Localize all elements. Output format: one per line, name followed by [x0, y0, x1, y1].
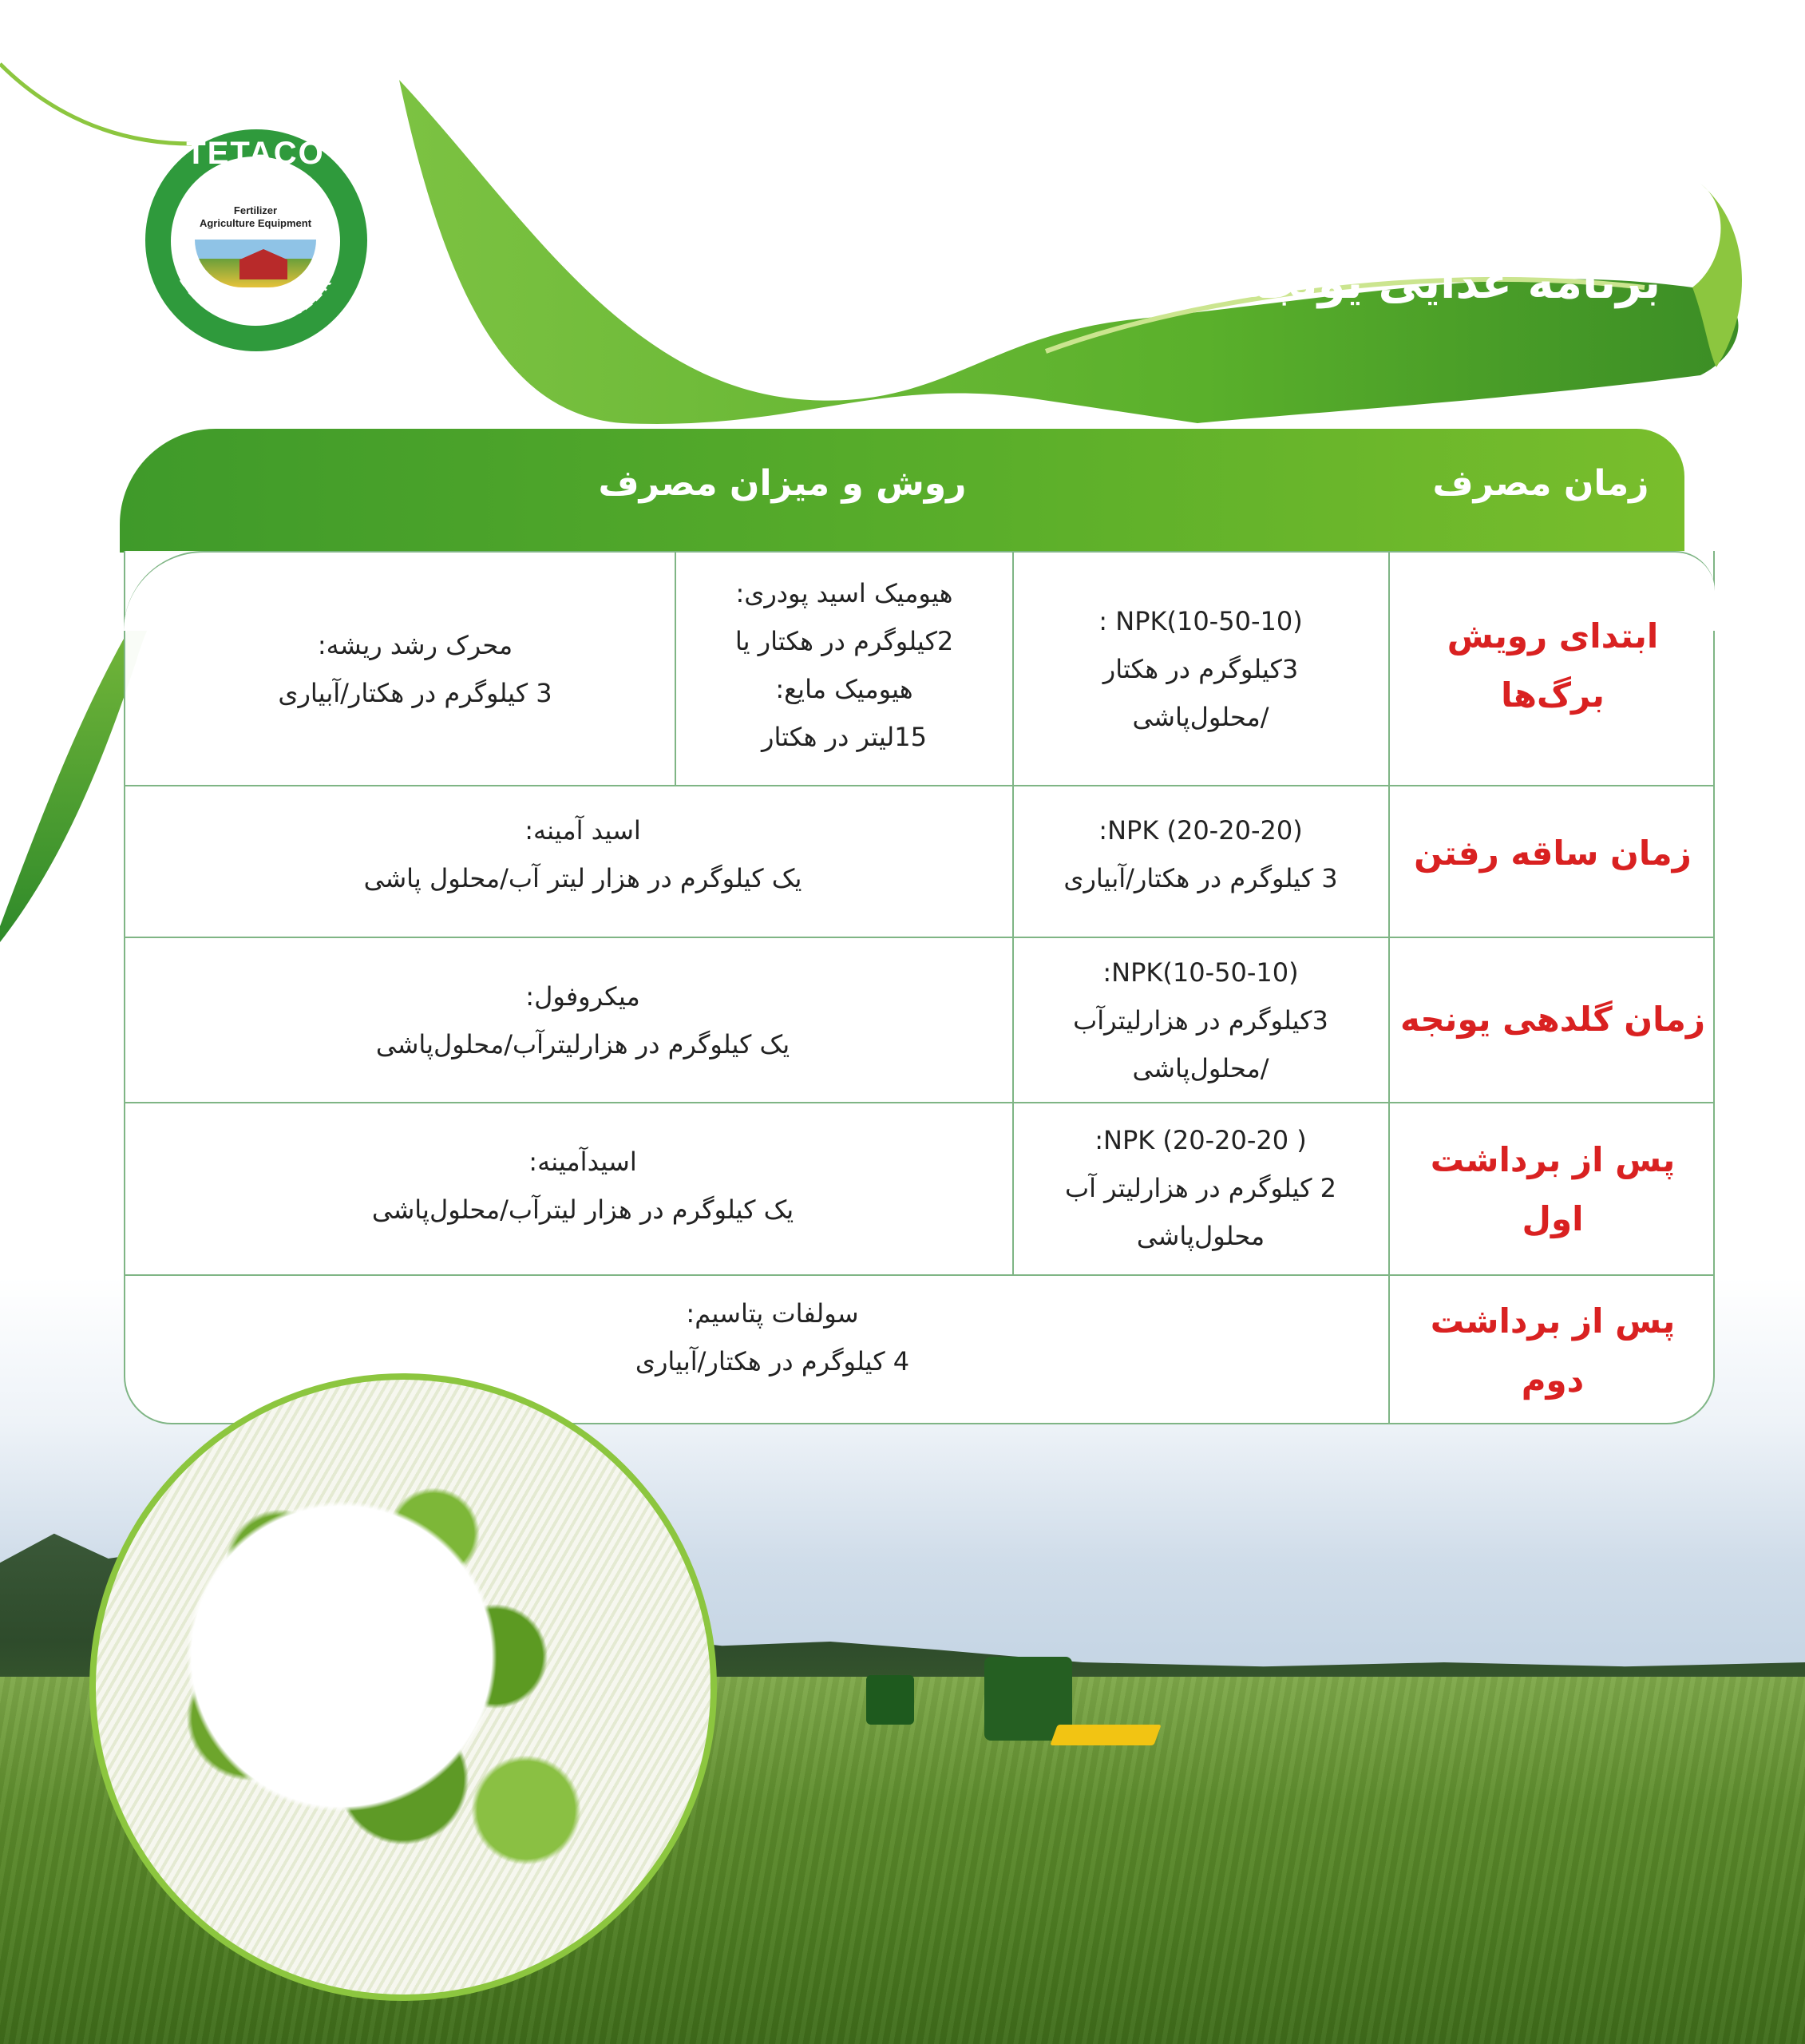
- npk-cell-row2: NPK (20-20-20): 3 کیلوگرم در هکتار/آبیاری: [1063, 815, 1338, 893]
- root-stimulant-cell-row1: محرک رشد ریشه: 3 کیلوگرم در هکتار/آبیاری: [278, 630, 552, 708]
- potassium-sulfate-cell-row5: سولفات پتاسیم: 4 کیلوگرم در هکتار/آبیاری: [635, 1298, 910, 1377]
- svg-text:BEST FERTILIZER: BEST FERTILIZER: [176, 272, 337, 330]
- npk-cell-row1: NPK(10-50-10) : 3کیلوگرم در هکتار /محلول‌پاشی: [1098, 606, 1303, 732]
- amino-acid-cell-row4: اسیدآمینه: یک کیلوگرم در هزار لیترآب/محلول‌پاشی: [371, 1147, 794, 1225]
- time-cell-row3: زمان گلدهی یونجه: [1399, 1000, 1706, 1039]
- logo-brand-text: TETACO: [186, 136, 325, 171]
- mower-image: [1050, 1725, 1161, 1745]
- column-divider: [1388, 551, 1390, 1424]
- alfalfa-sprouts-photo: [89, 1373, 717, 2001]
- header-application-time: زمان مصرف: [1432, 463, 1649, 504]
- page-title: برنامه غذایی یونجه: [1241, 257, 1661, 309]
- time-cell-row4: پس از برداشت اول: [1430, 1140, 1676, 1238]
- npk-cell-row3: NPK(10-50-10): 3کیلوگرم در هزارلیترآب /محلول‌پاشی: [1073, 957, 1328, 1083]
- column-divider: [1012, 551, 1014, 1274]
- humic-cell-row1: هیومیک اسید پودری: 2کیلوگرم در هکتار یا هیومیک مایع: 15لیتر در هکتار: [734, 578, 954, 752]
- row-divider: [124, 1102, 1715, 1103]
- microfol-cell-row3: میکروفول: یک کیلوگرم در هزارلیترآب/محلول‌پاشی: [375, 981, 790, 1060]
- time-cell-row2: زمان ساقه رفتن: [1414, 834, 1692, 873]
- logo-subtitle-line1: Fertilizer: [233, 204, 278, 216]
- tractor-image: [866, 1675, 914, 1725]
- time-cell-row1: ابتدای رویش برگ‌ها: [1447, 616, 1659, 715]
- column-divider: [675, 551, 676, 785]
- time-cell-row5: پس از برداشت دوم: [1430, 1301, 1676, 1400]
- row-divider: [124, 1274, 1715, 1276]
- amino-acid-cell-row2: اسید آمینه: یک کیلوگرم در هزار لیتر آب/محلول پاشی: [363, 815, 802, 893]
- header-method-and-dose: روش و میزان مصرف: [598, 463, 967, 504]
- logo-ring-text: [145, 129, 367, 351]
- logo-subtitle-line2: Agriculture Equipment: [199, 217, 312, 229]
- npk-cell-row4: NPK (20-20-20 ): 2 کیلوگرم در هزارلیتر آب محلول‌پاشی: [1064, 1125, 1337, 1251]
- row-divider: [124, 937, 1715, 938]
- row-divider: [124, 785, 1715, 786]
